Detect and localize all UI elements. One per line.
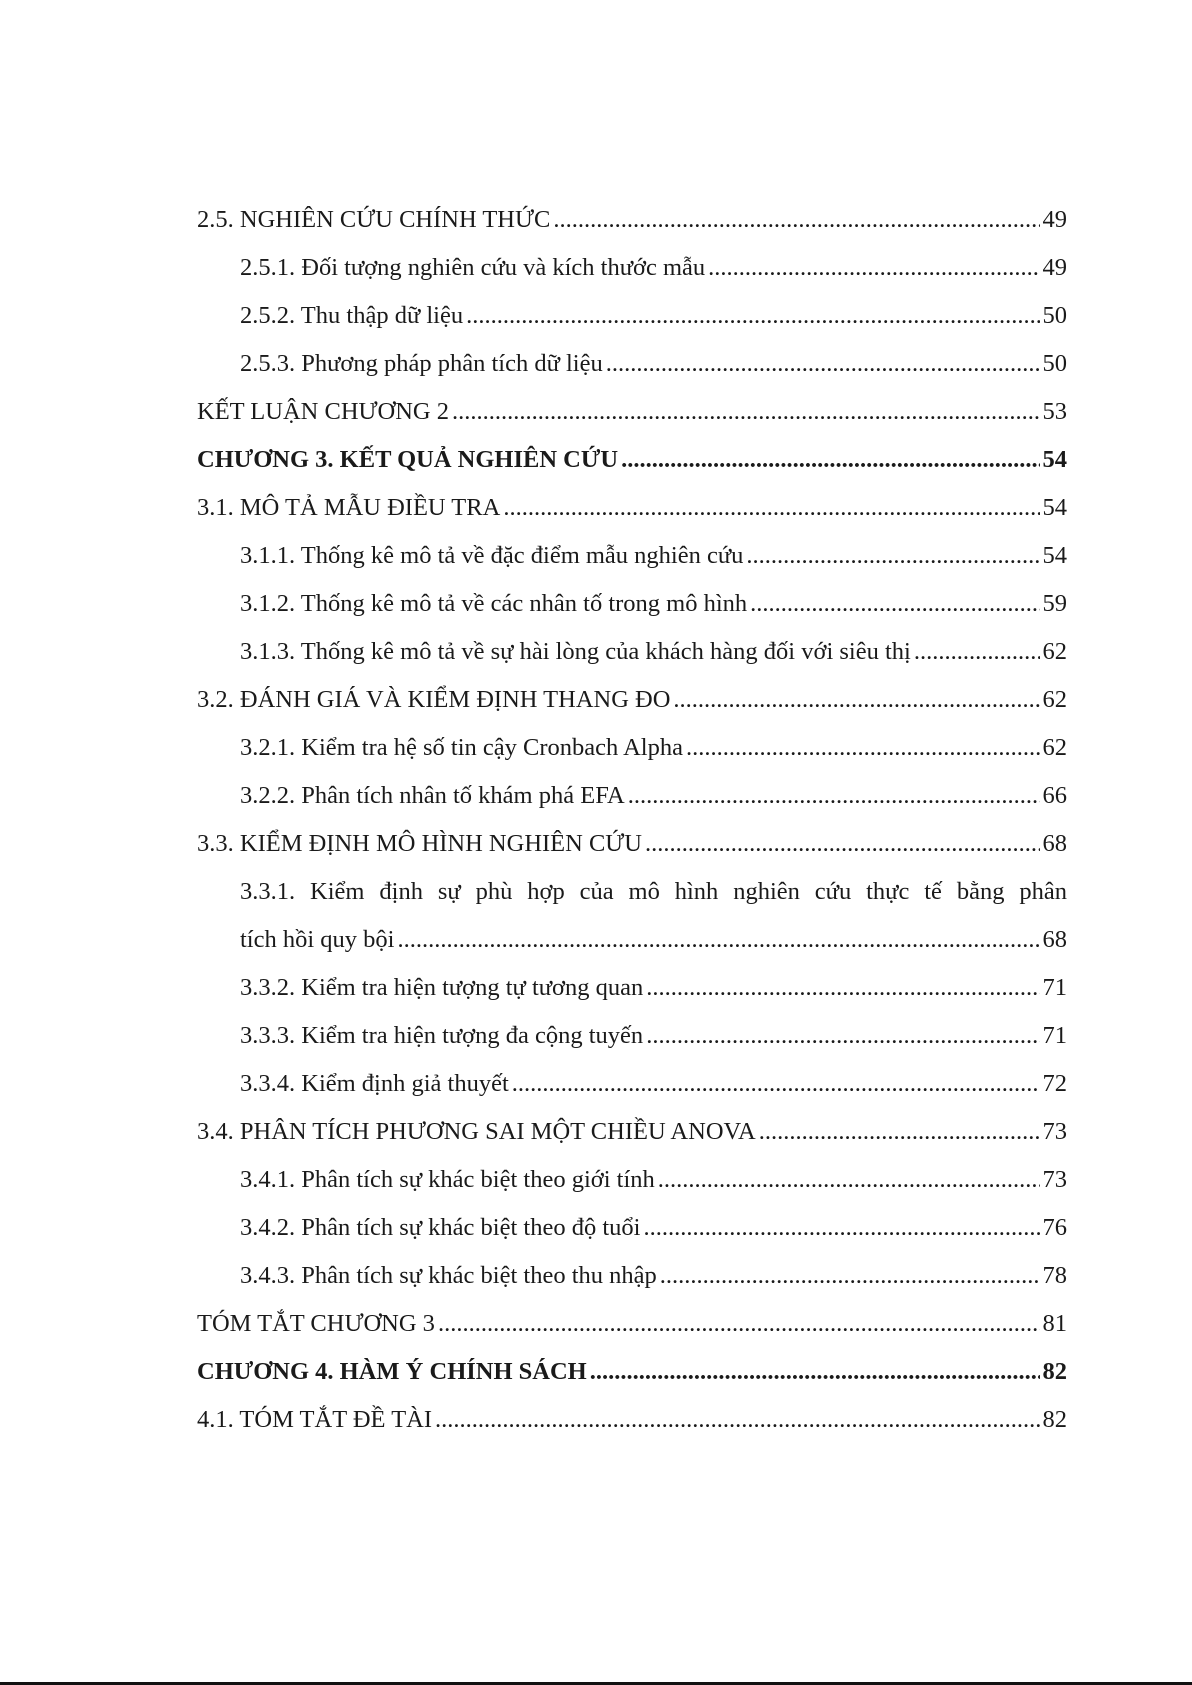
dot-leader: [759, 1108, 1040, 1156]
dot-leader: [435, 1396, 1039, 1444]
dot-leader: [646, 1012, 1039, 1060]
toc-entry-tom-tat-3[interactable]: [197, 1300, 1067, 1348]
toc-entry-2-5[interactable]: [197, 196, 1067, 244]
toc-entry-3-4[interactable]: [197, 1108, 1067, 1156]
toc-entry-page-number: 62: [1042, 638, 1067, 665]
dot-leader: [645, 820, 1040, 868]
toc-entry-label: 2.5.2. Thu thập dữ liệu: [240, 302, 464, 329]
table-of-contents: [197, 196, 1067, 1444]
toc-entry-page-number: 62: [1042, 686, 1067, 713]
dot-leader: [658, 1156, 1040, 1204]
toc-entry-page-number: 76: [1042, 1214, 1067, 1241]
toc-entry-page-number: 72: [1042, 1070, 1067, 1097]
toc-entry-label: 3.3.4. Kiểm định giả thuyết: [240, 1070, 509, 1097]
toc-entry-label: 3.4.2. Phân tích sự khác biệt theo độ tuổi: [240, 1214, 641, 1241]
toc-entry-3-1-2[interactable]: [197, 580, 1067, 628]
toc-entry-page-number: 73: [1042, 1118, 1067, 1145]
toc-entry-label: 3.1.3. Thống kê mô tả về sự hài lòng của khách hàng đối với siêu thị: [240, 638, 911, 665]
toc-entry-label-line-1: 3.3.1. Kiểm định sự phù hợp của mô hình nghiên cứu thực tế bằng phân: [240, 878, 1067, 905]
toc-entry-3-3-4[interactable]: [197, 1060, 1067, 1108]
toc-entry-2-5-3[interactable]: [197, 340, 1067, 388]
toc-entry-label: CHƯƠNG 4. HÀM Ý CHÍNH SÁCH: [197, 1358, 587, 1385]
toc-entry-ket-luan-2[interactable]: [197, 388, 1067, 436]
dot-leader: [660, 1252, 1040, 1300]
toc-entry-4-1[interactable]: [197, 1396, 1067, 1444]
toc-entry-3-3-2[interactable]: [197, 964, 1067, 1012]
dot-leader: [643, 1204, 1039, 1252]
toc-entry-chuong-3[interactable]: [197, 436, 1067, 484]
toc-entry-page-number: 62: [1042, 734, 1067, 761]
toc-entry-page-number: 50: [1042, 302, 1067, 329]
toc-entry-label: 3.2. ĐÁNH GIÁ VÀ KIỂM ĐỊNH THANG ĐO: [197, 686, 671, 713]
toc-entry-page-number: 81: [1042, 1310, 1067, 1337]
toc-entry-label: 3.2.1. Kiểm tra hệ số tin cậy Cronbach Alpha: [240, 734, 683, 761]
dot-leader: [438, 1300, 1040, 1348]
dot-leader: [673, 676, 1039, 724]
toc-entry-3-2[interactable]: [197, 676, 1067, 724]
dot-leader: [914, 628, 1040, 676]
toc-entry-label: CHƯƠNG 3. KẾT QUẢ NGHIÊN CỨU: [197, 446, 619, 473]
toc-entry-3-2-2[interactable]: [197, 772, 1067, 820]
toc-entry-line-2: [240, 916, 1067, 964]
toc-entry-page-number: 66: [1042, 782, 1067, 809]
dot-leader: [397, 916, 1039, 964]
toc-entry-label: TÓM TẮT CHƯƠNG 3: [197, 1310, 435, 1337]
toc-entry-label: 3.1. MÔ TẢ MẪU ĐIỀU TRA: [197, 494, 501, 521]
toc-entry-page-number: 68: [1042, 926, 1067, 953]
dot-leader: [621, 436, 1039, 484]
toc-entry-page-number: 50: [1042, 350, 1067, 377]
toc-entry-3-4-3[interactable]: [197, 1252, 1067, 1300]
toc-entry-3-4-2[interactable]: [197, 1204, 1067, 1252]
toc-entry-label: 3.2.2. Phân tích nhân tố khám phá EFA: [240, 782, 625, 809]
toc-entry-label: 3.4.3. Phân tích sự khác biệt theo thu nhập: [240, 1262, 657, 1289]
toc-entries-group: [197, 196, 1067, 868]
toc-entry-label: 2.5.1. Đối tượng nghiên cứu và kích thước mẫu: [240, 254, 706, 281]
dot-leader: [590, 1348, 1040, 1396]
toc-entry-page-number: 71: [1042, 974, 1067, 1001]
toc-entry-page-number: 54: [1042, 446, 1067, 473]
toc-entry-label: 3.4. PHÂN TÍCH PHƯƠNG SAI MỘT CHIỀU ANOVA: [197, 1118, 756, 1145]
dot-leader: [512, 1060, 1040, 1108]
toc-entry-label-line-2: tích hồi quy bội: [240, 926, 395, 953]
toc-entry-label: 3.1.2. Thống kê mô tả về các nhân tố trong mô hình: [240, 590, 748, 617]
toc-entry-3-3[interactable]: [197, 820, 1067, 868]
toc-entry-page-number: 54: [1042, 494, 1067, 521]
toc-entry-page-number: 59: [1042, 590, 1067, 617]
toc-entry-page-number: 68: [1042, 830, 1067, 857]
toc-entry-page-number: 53: [1042, 398, 1067, 425]
toc-entry-3-3-3[interactable]: [197, 1012, 1067, 1060]
dot-leader: [606, 340, 1040, 388]
dot-leader: [503, 484, 1039, 532]
dot-leader: [750, 580, 1039, 628]
toc-entry-2-5-2[interactable]: [197, 292, 1067, 340]
dot-leader: [746, 532, 1039, 580]
toc-entry-page-number: 71: [1042, 1022, 1067, 1049]
toc-entry-2-5-1[interactable]: [197, 244, 1067, 292]
toc-entry-page-number: 82: [1042, 1406, 1067, 1433]
toc-entry-label: 3.3.2. Kiểm tra hiện tượng tự tương quan: [240, 974, 644, 1001]
toc-entry-page-number: 49: [1042, 254, 1067, 281]
toc-entry-3-4-1[interactable]: [197, 1156, 1067, 1204]
dot-leader: [466, 292, 1039, 340]
toc-entries-group: [197, 964, 1067, 1444]
toc-entry-label: 2.5.3. Phương pháp phân tích dữ liệu: [240, 350, 603, 377]
toc-entry-3-1-1[interactable]: [197, 532, 1067, 580]
toc-entry-label: 2.5. NGHIÊN CỨU CHÍNH THỨC: [197, 206, 551, 233]
toc-entry-label: 3.3.3. Kiểm tra hiện tượng đa cộng tuyến: [240, 1022, 644, 1049]
toc-entry-page-number: 54: [1042, 542, 1067, 569]
dot-leader: [708, 244, 1039, 292]
dot-leader: [686, 724, 1040, 772]
toc-entry-page-number: 78: [1042, 1262, 1067, 1289]
toc-entry-3-3-1[interactable]: [197, 868, 1067, 964]
toc-entry-page-number: 49: [1042, 206, 1067, 233]
toc-entry-3-1-3[interactable]: [197, 628, 1067, 676]
toc-entry-label: 3.1.1. Thống kê mô tả về đặc điểm mẫu nghiên cứu: [240, 542, 744, 569]
toc-entry-page-number: 73: [1042, 1166, 1067, 1193]
dot-leader: [628, 772, 1040, 820]
toc-entry-page-number: 82: [1042, 1358, 1067, 1385]
toc-entry-chuong-4[interactable]: [197, 1348, 1067, 1396]
toc-entry-label: 4.1. TÓM TẮT ĐỀ TÀI: [197, 1406, 433, 1433]
toc-entry-label: 3.4.1. Phân tích sự khác biệt theo giới tính: [240, 1166, 655, 1193]
dot-leader: [646, 964, 1039, 1012]
toc-entry-3-2-1[interactable]: [197, 724, 1067, 772]
toc-entry-3-1[interactable]: [197, 484, 1067, 532]
toc-entry-label: 3.3. KIỂM ĐỊNH MÔ HÌNH NGHIÊN CỨU: [197, 830, 642, 857]
dot-leader: [452, 388, 1040, 436]
dot-leader: [553, 196, 1039, 244]
toc-entry-label: KẾT LUẬN CHƯƠNG 2: [197, 398, 449, 425]
